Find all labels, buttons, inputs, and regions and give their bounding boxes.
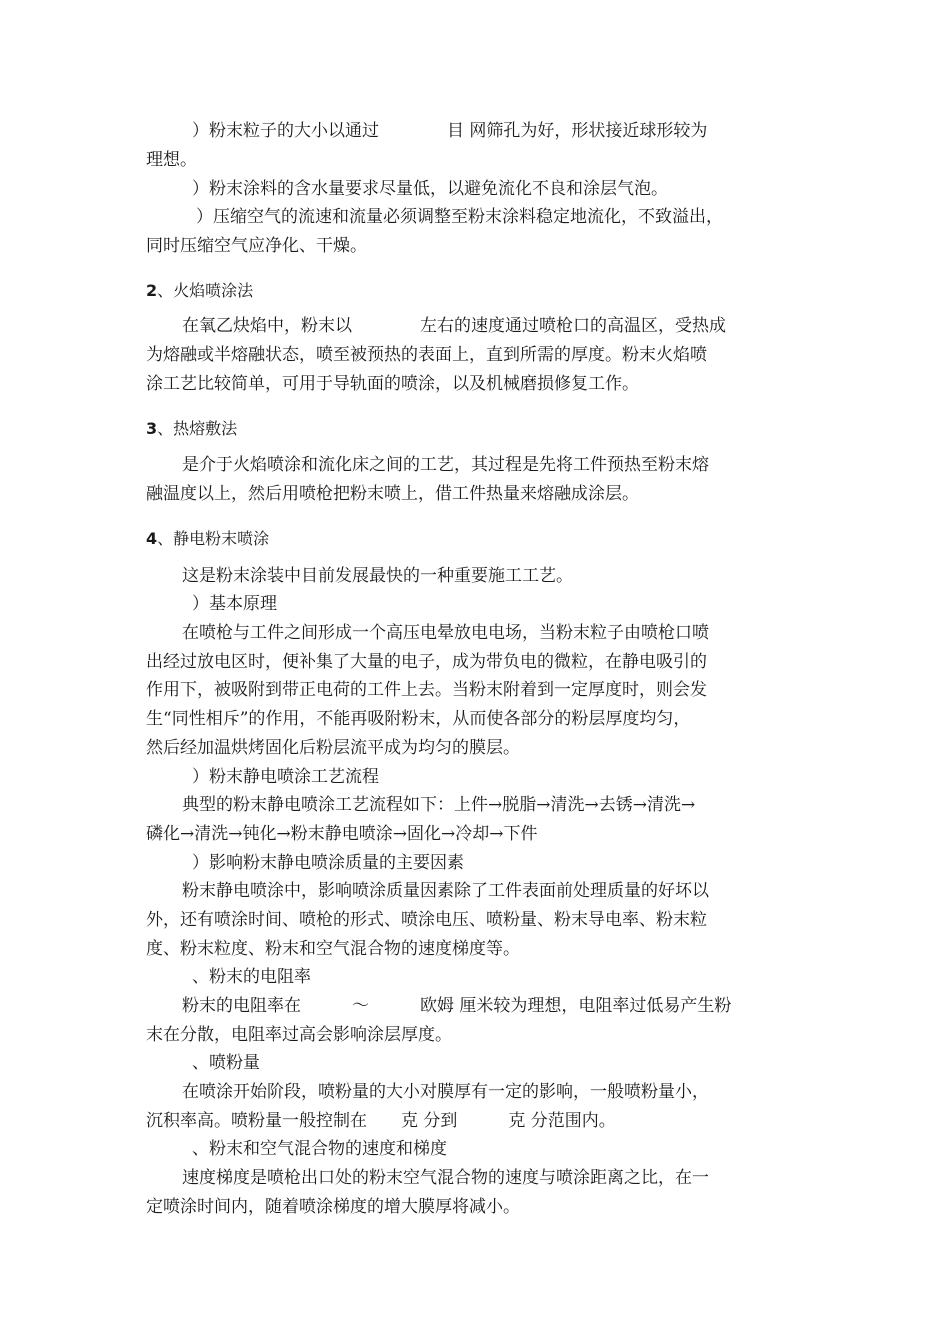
- body-line: 融温度以上，然后用喷枪把粉末喷上，借工件热量来熔融成涂层。: [146, 484, 639, 504]
- body-line: 、喷粉量: [192, 1053, 260, 1073]
- body-line: 同时压缩空气应净化、干燥。: [146, 236, 367, 256]
- heading-number: 3: [146, 419, 158, 438]
- heading-number: 2: [146, 281, 158, 300]
- body-line: 沉积率高。喷粉量一般控制在 克 分到 克 分范围内。: [146, 1111, 616, 1131]
- body-line: ）粉末涂料的含水量要求尽量低，以避免流化不良和涂层气泡。: [192, 179, 668, 199]
- body-line: ）基本原理: [192, 594, 277, 614]
- body-line: 、粉末和空气混合物的速度和梯度: [192, 1139, 447, 1159]
- body-line: 度、粉末粒度、粉末和空气混合物的速度梯度等。: [146, 939, 520, 959]
- section-heading: [146, 280, 806, 302]
- body-line: 生“同性相斥”的作用，不能再吸附粉末，从而使各部分的粉层厚度均匀，: [146, 709, 691, 729]
- heading-text: 、静电粉末喷涂: [157, 529, 270, 548]
- body-line: 磷化→清洗→钝化→粉末静电喷涂→固化→冷却→下件: [146, 824, 538, 844]
- body-line: 、粉末的电阻率: [192, 967, 311, 987]
- body-line: ）影响粉末静电喷涂质量的主要因素: [192, 853, 464, 873]
- body-line: 这是粉末涂装中目前发展最快的一种重要施工工艺。: [182, 566, 573, 586]
- body-line: 涂工艺比较简单，可用于导轨面的喷涂，以及机械磨损修复工作。: [146, 374, 639, 394]
- body-line: 是介于火焰喷涂和流化床之间的工艺，其过程是先将工件预热至粉末熔: [182, 455, 709, 475]
- section-heading: [146, 528, 806, 550]
- body-line: 粉末的电阻率在 ～ 欧姆 厘米较为理想，电阻率过低易产生粉: [182, 996, 732, 1016]
- heading-text: 、热熔敷法: [157, 419, 238, 438]
- body-line: 在氧乙炔焰中，粉末以 左右的速度通过喷枪口的高温区，受热成: [182, 316, 726, 336]
- section-heading: [146, 418, 806, 440]
- body-line: 理想。: [146, 150, 197, 170]
- body-line: 速度梯度是喷枪出口处的粉末空气混合物的速度与喷涂距离之比，在一: [182, 1168, 709, 1188]
- body-line: 出经过放电区时，便补集了大量的电子，成为带负电的微粒，在静电吸引的: [146, 652, 707, 672]
- body-line: 末在分散，电阻率过高会影响涂层厚度。: [146, 1025, 452, 1045]
- body-line: 在喷涂开始阶段，喷粉量的大小对膜厚有一定的影响，一般喷粉量小，: [182, 1082, 709, 1102]
- heading-text: 、火焰喷涂法: [157, 281, 254, 300]
- body-line: 典型的粉末静电喷涂工艺流程如下：上件→脱脂→清洗→去锈→清洗→: [182, 795, 696, 815]
- body-line: ）粉末粒子的大小以通过 目 网筛孔为好，形状接近球形较为: [192, 121, 708, 141]
- body-line: 定喷涂时间内，随着喷涂梯度的增大膜厚将减小。: [146, 1197, 520, 1217]
- body-line: 作用下，被吸附到带正电荷的工件上去。当粉末附着到一定厚度时，则会发: [146, 680, 707, 700]
- heading-number: 4: [146, 529, 158, 548]
- body-line: 粉末静电喷涂中，影响喷涂质量因素除了工件表面前处理质量的好坏以: [182, 881, 709, 901]
- body-line: ）压缩空气的流速和流量必须调整至粉末涂料稳定地流化，不致溢出，: [196, 207, 723, 227]
- body-line: 然后经加温烘烤固化后粉层流平成为均匀的膜层。: [146, 738, 520, 758]
- body-line: 在喷枪与工件之间形成一个高压电晕放电电场，当粉末粒子由喷枪口喷: [182, 623, 709, 643]
- body-line: ）粉末静电喷涂工艺流程: [192, 767, 379, 787]
- body-line: 为熔融或半熔融状态，喷至被预热的表面上，直到所需的厚度。粉末火焰喷: [146, 345, 707, 365]
- body-line: 外，还有喷涂时间、喷枪的形式、喷涂电压、喷粉量、粉末导电率、粉末粒: [146, 910, 707, 930]
